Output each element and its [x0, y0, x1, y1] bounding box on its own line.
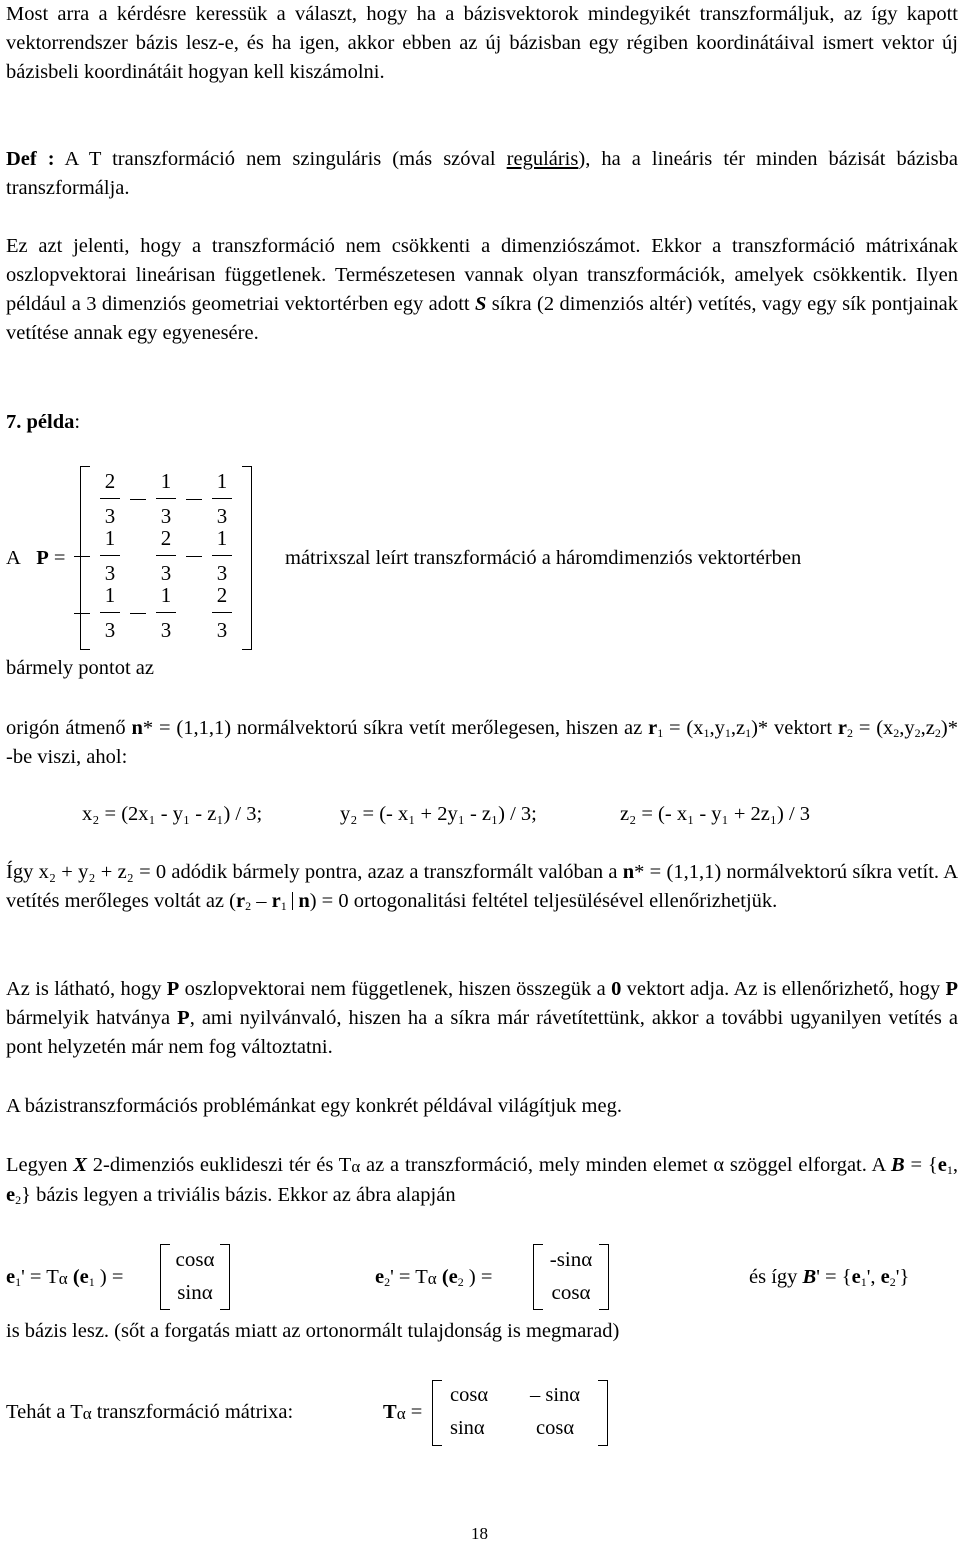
proj-d: = (x [853, 717, 894, 739]
dimension-text-a: Ez azt jelenti, hogy a transzformáció nem csökkenti a dimenziószámot. Ekkor a transzformáció mátrixának oszlopvektorai lineárisan függetlenek. Természetesen vannak olyan transzformációk, amelyek csökkentik. Ilyen például a 3 dimenziós geometriai vektortérben egy adott [6, 235, 958, 315]
vector-e1-cell-0: cosα [175, 1247, 215, 1271]
pow-b: oszlopvektorai nem függetlenek, hiszen összegük a [179, 978, 612, 1000]
matrix-P-numerator: 1 [216, 469, 228, 493]
rotation-matrix-cell-00: cosα [450, 1384, 489, 1406]
page-number: 18 [471, 1524, 488, 1543]
matrix-P-left-bracket [80, 466, 90, 650]
matrix-P-denominator: 3 [104, 618, 116, 642]
example-heading-text: 7. példa [6, 411, 75, 433]
proj-d2: ,y [899, 717, 915, 739]
matrix-intro-eq: = [53, 547, 66, 569]
proj-r2-sub: 2 [847, 726, 853, 740]
matrix-caption: mátrixszal leírt transzformáció a háromdimenziós vektortérben [285, 547, 802, 569]
new-basis-B: B [802, 1266, 817, 1288]
equation-y: y₂ = (- x₁ + 2y₁ - z₁) / 3; [340, 803, 537, 825]
example-heading-colon: : [74, 411, 81, 433]
def-text-pre: A T transzformáció nem szinguláris (más szóval [54, 148, 507, 170]
intro-paragraph: Most arra a kérdésre keressük a választ, hogy ha a bázisvektorok mindegyikét transzformáljuk, az így kapott vektorrendszer bázis lesz-e, és ha igen, akkor ebben az új bázisban egy régiben koordinátáival ismert vektor új bázisbeli koordinátáit hogyan kell kiszámolni. [6, 3, 958, 83]
rot-e2: e [6, 1184, 16, 1206]
rotation-matrix-left-bracket [432, 1380, 442, 1446]
e1-lhs: e [6, 1266, 16, 1288]
proj-d4: ,z [920, 717, 935, 739]
matrix-P-minus-1-2 [186, 556, 202, 557]
rotation-matrix-cell-01: – sinα [530, 1384, 581, 1406]
rot-e1: e [937, 1154, 947, 1176]
equation-z: z₂ = (- x₁ - y₁ + 2z₁) / 3 [620, 803, 811, 825]
matrix-P-numerator: 2 [104, 469, 116, 493]
orth-minus: – [251, 890, 272, 912]
pow-zero: 0 [611, 978, 622, 1000]
tehat-alpha: α [82, 1404, 92, 1423]
tehat-T-alpha: α [396, 1404, 406, 1423]
matrix-P-entry-0-2 [210, 468, 234, 529]
matrix-P-numerator: 1 [160, 583, 172, 607]
rot-B: B [891, 1154, 905, 1176]
matrix-P-denominator: 3 [216, 504, 228, 528]
e1-arg: (e [67, 1266, 89, 1288]
proj-c2: ,y [709, 717, 725, 739]
pow-a: Az is látható, hogy [6, 978, 167, 1000]
proj-c1: 1 [703, 726, 710, 740]
orth-bar [292, 892, 293, 910]
dimension-paragraph [6, 232, 958, 348]
rot-e2-sub: 2 [15, 1193, 22, 1207]
rot-e: = { [904, 1154, 938, 1176]
matrix-intro-a: A [6, 547, 21, 569]
pow-d: bármelyik hatványa [6, 1007, 178, 1029]
orth-b: * = (1,1,1) normálvektorú síkra vetít. A vetítés merőleges voltát az ( [6, 861, 958, 912]
proj-r2: r [837, 717, 847, 739]
matrix-P-denominator: 3 [160, 504, 172, 528]
rotation-matrix-cell-11: cosα [536, 1417, 575, 1439]
new-basis-b: ' = { [816, 1266, 852, 1288]
proj-a: origón átmenő [6, 717, 132, 739]
matrix-P-denominator: 3 [216, 561, 228, 585]
e2-alpha: α [427, 1269, 437, 1288]
def-text-post: ), ha a lineáris tér minden bázisát bázisba transzformálja. [6, 148, 958, 199]
matrix-P-entry-2-0 [98, 582, 122, 643]
power-paragraph [6, 975, 958, 1062]
proj-c6: )* vektort [751, 717, 838, 739]
rot-d: szöggel elforgat. A [724, 1154, 892, 1176]
proj-d3: 2 [914, 726, 921, 740]
vector-e2-cell-1: cosα [551, 1280, 591, 1304]
matrix-P-entry-0-0 [98, 468, 122, 529]
def-label: Def : [6, 148, 55, 170]
new-basis-e1: e [851, 1266, 861, 1288]
matrix-P-entry-0-1 [154, 468, 178, 529]
orth-r1-sub: 1 [280, 899, 287, 913]
matrix-P [80, 466, 252, 650]
dimension-text-b: síkra (2 dimenziós altér) vetítés, vagy egy sík pontjainak vetítése annak egy egyenesére. [6, 293, 958, 344]
e1-close: ) = [94, 1266, 124, 1288]
projection-paragraph [6, 714, 958, 772]
pow-c: vektort adja. Az is ellenőrizhető, hogy [621, 978, 946, 1000]
proj-c5: 1 [745, 726, 752, 740]
new-basis-e2-sub: 2 [889, 1275, 896, 1289]
rotation-matrix-cell-10: sinα [450, 1417, 485, 1439]
matrix-P-numerator: 1 [216, 526, 228, 550]
matrix-P-numerator: 1 [160, 469, 172, 493]
orth-r2: r [235, 890, 246, 912]
proj-d6: )* -be viszi, ahol: [6, 717, 958, 768]
matrix-P-entry-1-1 [154, 525, 178, 586]
matrix-P-entry-2-2 [210, 582, 234, 643]
orth-n: n [622, 861, 635, 883]
matrix-P-denominator: 3 [104, 504, 116, 528]
e1-alpha: α [58, 1269, 68, 1288]
e2-rotation [375, 1263, 492, 1293]
proj-n: n [131, 717, 143, 739]
vector-e1-prime [160, 1244, 230, 1310]
new-basis-e1-sub: 1 [860, 1275, 867, 1289]
rot-X: X [73, 1154, 87, 1176]
orth-r2-sub: 2 [245, 899, 252, 913]
rotation-matrix [432, 1380, 608, 1446]
proj-c3: 1 [724, 726, 731, 740]
matrix-P-numerator: 1 [104, 526, 116, 550]
rotation-matrix-right-bracket [598, 1380, 608, 1446]
e2-lhs-sub: 2 [384, 1275, 391, 1289]
matrix-P-minus-2-0 [74, 613, 90, 614]
e2-lhs: e [375, 1266, 385, 1288]
matrix-P-denominator: 3 [104, 561, 116, 585]
proj-d5: 2 [934, 726, 941, 740]
matrix-P-minus-1-0 [74, 556, 90, 557]
orth-c: ) = 0 ortogonalitási feltétel teljesülésével ellenőrizhetjük. [309, 890, 778, 912]
new-basis-d: '} [895, 1266, 910, 1288]
orth-n2: n [298, 890, 310, 912]
tehat-a: Tehát a T [6, 1401, 83, 1423]
tehat-T: T [383, 1401, 397, 1423]
vector-e2-prime [533, 1244, 609, 1310]
new-basis [749, 1263, 909, 1292]
rot-c: az a transzformáció, mely minden elemet [360, 1154, 714, 1176]
matrix-P-denominator: 3 [216, 618, 228, 642]
proj-c: = (x [663, 717, 704, 739]
new-basis-c: ', [866, 1266, 881, 1288]
matrix-intro-p: P [36, 547, 49, 569]
tehat-eq: = [410, 1401, 423, 1423]
pow-e: , ami nyilvánvaló, hiszen ha a síkra már rávetítettünk, akkor a további ugyanilyen vetítés a pont helyzetén már nem fog változtatni. [6, 1007, 958, 1058]
e2-arg-sub: 2 [457, 1275, 464, 1289]
matrix-P-numerator: 2 [160, 526, 172, 550]
equation-x: x₂ = (2x₁ - y₁ - z₁) / 3; [82, 803, 263, 825]
matrix-P-entry-1-2 [210, 525, 234, 586]
e2-arg: (e [436, 1266, 458, 1288]
rotation-matrix-label [6, 1398, 293, 1428]
matrix-P-numerator: 1 [104, 583, 116, 607]
matrix-P-entry-1-0 [98, 525, 122, 586]
e1-mid: ' = T [21, 1266, 59, 1288]
pow-P: P [166, 978, 180, 1000]
rot-alpha2: α [713, 1154, 725, 1176]
rot-e1-sub: 1 [946, 1163, 953, 1177]
basis-remark: is bázis lesz. (sőt a forgatás miatt az ortonormált tulajdonság is megmarad) [6, 1320, 620, 1342]
e2-mid: ' = T [390, 1266, 428, 1288]
e1-lhs-sub: 1 [15, 1275, 22, 1289]
rot-b: 2-dimenziós euklideszi tér és T [86, 1154, 352, 1176]
tehat-b: transzformáció mátrixa: [91, 1401, 294, 1423]
matrix-P-minus-0-2 [186, 499, 202, 500]
matrix-intro [6, 544, 65, 573]
matrix-P-entry-2-1 [154, 582, 178, 643]
rot-alpha: α [351, 1157, 361, 1176]
plane-S: S [475, 293, 487, 315]
proj-d1: 2 [893, 726, 900, 740]
vector-e2-cell-0: -sinα [549, 1247, 593, 1271]
proj-r1-sub: 1 [657, 726, 664, 740]
matrix-P-minus-2-1 [130, 613, 146, 614]
new-basis-e2: e [880, 1266, 890, 1288]
rot-a: Legyen [6, 1154, 74, 1176]
proj-r1: r [648, 717, 658, 739]
rotation-matrix-lhs [383, 1398, 422, 1428]
pow-P3: P [177, 1007, 190, 1029]
matrix-P-minus-0-1 [130, 499, 146, 500]
new-basis-a: és így [749, 1266, 803, 1288]
orth-a: Így x₂ + y₂ + z₂ = 0 adódik bármely pontra, azaz a transzformált valóban a [6, 861, 623, 883]
def-term: reguláris [506, 148, 579, 170]
matrix-P-right-bracket [242, 466, 252, 650]
matrix-after: bármely pontot az [6, 657, 155, 679]
e1-arg-sub: 1 [88, 1275, 95, 1289]
matrix-P-denominator: 3 [160, 618, 172, 642]
vector-e1-cell-1: sinα [177, 1280, 213, 1304]
matrix-P-denominator: 3 [160, 561, 172, 585]
example-heading [6, 408, 80, 437]
basis-transform-sentence: A bázistranszformációs problémánkat egy konkrét példával világítjuk meg. [6, 1095, 622, 1117]
orthogonality-paragraph [6, 858, 958, 916]
rot-g: } bázis legyen a triviális bázis. Ekkor az ábra alapján [21, 1184, 456, 1206]
e1-rotation [6, 1263, 123, 1293]
proj-b: * = (1,1,1) normálvektorú síkra vetít merőlegesen, hiszen az [142, 717, 649, 739]
proj-c4: ,z [730, 717, 746, 739]
e2-close: ) = [463, 1266, 493, 1288]
rotation-paragraph [6, 1151, 958, 1210]
rot-f: , [952, 1154, 958, 1176]
definition-paragraph [6, 145, 958, 203]
pow-P2: P [945, 978, 958, 1000]
matrix-P-numerator: 2 [216, 583, 228, 607]
orth-r1: r [271, 890, 281, 912]
